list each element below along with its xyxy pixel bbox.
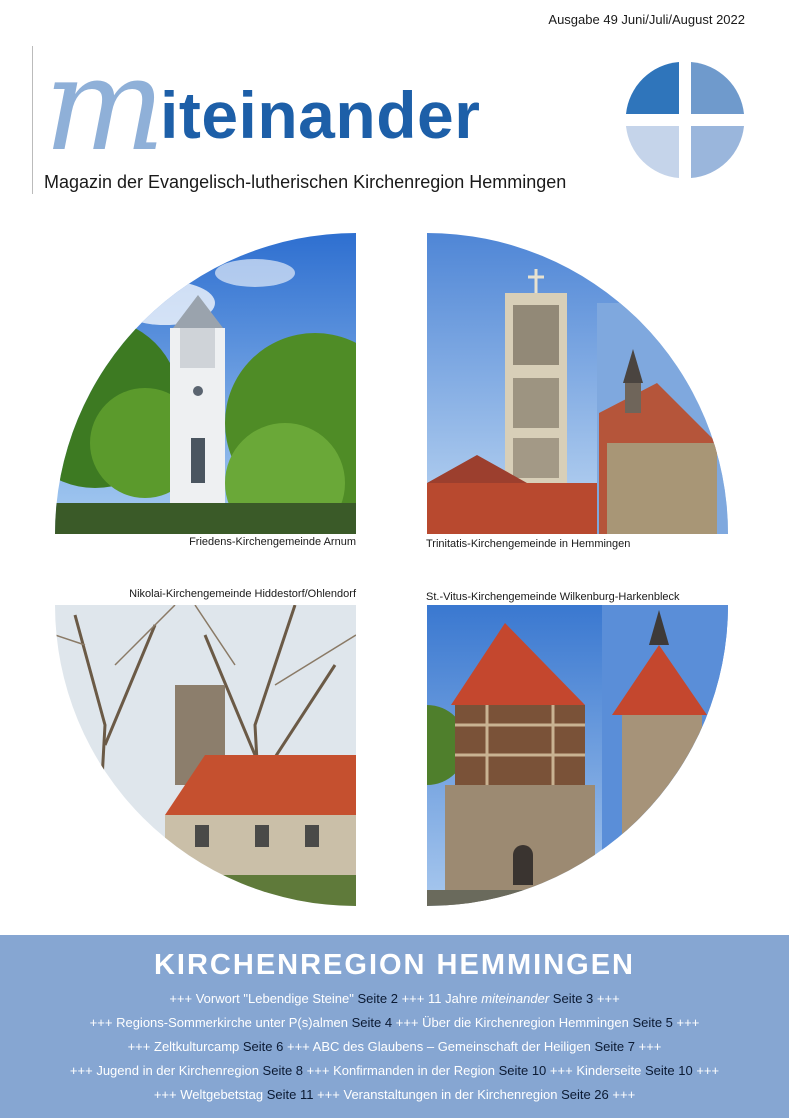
toc-item-text: 11 Jahre (427, 991, 482, 1006)
toc-separator: +++ (676, 1015, 700, 1030)
toc-item-page: Seite 6 (242, 1039, 284, 1054)
divider-line (32, 46, 33, 194)
photo-arnum-church (55, 233, 356, 534)
toc-item-text: Vorwort "Lebendige Steine" (195, 991, 354, 1006)
toc-item-text-italic: miteinander (481, 991, 550, 1006)
toc-separator: +++ (69, 1063, 93, 1078)
region-title: KIRCHENREGION HEMMINGEN (153, 949, 635, 981)
toc-separator: +++ (306, 1063, 330, 1078)
toc-item-page: Seite 7 (594, 1039, 635, 1054)
toc-item-page: Seite 10 (498, 1063, 547, 1078)
caption-hemmingen: Trinitatis-Kirchengemeinde in Hemmingen (426, 538, 631, 550)
toc-item-text: Zeltkulturcamp (154, 1039, 240, 1054)
toc-item-text: Kinderseite (576, 1063, 642, 1078)
toc-separator: +++ (612, 1087, 636, 1102)
toc-item-text: Konfirmanden in der Region (333, 1063, 495, 1078)
logo-initial: m (44, 31, 166, 180)
toc-line (0, 1083, 789, 1107)
issue-label: Ausgabe 49 Juni/Juli/August 2022 (548, 12, 745, 27)
magazine-subtitle: Magazin der Evangelisch-lutherischen Kirchenregion Hemmingen (44, 172, 567, 192)
photo-wilkenburg-church (427, 605, 728, 906)
toc-item-page: Seite 10 (644, 1063, 693, 1078)
toc-separator: +++ (89, 1015, 113, 1030)
toc-item-text: Über die Kirchenregion Hemmingen (422, 1015, 629, 1030)
cross-emblem-icon (626, 62, 744, 178)
caption-hiddestorf: Nikolai-Kirchengemeinde Hiddestorf/Ohlendorf (129, 588, 356, 600)
toc-line (0, 1059, 789, 1083)
toc-item-page: Seite 3 (552, 991, 594, 1006)
toc-item-text: Regions-Sommerkirche unter P(s)almen (116, 1015, 348, 1030)
toc-item-page: Seite 11 (266, 1087, 314, 1102)
photo-hemmingen-church (427, 233, 728, 534)
toc-line (0, 1011, 789, 1035)
toc-separator: +++ (596, 991, 620, 1006)
toc-separator: +++ (549, 1063, 573, 1078)
toc-item-text: Jugend in der Kirchenregion (96, 1063, 259, 1078)
logo-wordmark: iteinander (160, 78, 481, 152)
toc-item-text: Veranstaltungen in der Kirchenregion (343, 1087, 558, 1102)
toc-item-text: ABC des Glaubens – Gemeinschaft der Heiligen (312, 1039, 591, 1054)
toc-separator: +++ (696, 1063, 720, 1078)
toc-line (0, 987, 789, 1011)
toc-separator: +++ (169, 991, 193, 1006)
toc-separator: +++ (286, 1039, 310, 1054)
toc-separator: +++ (127, 1039, 151, 1054)
table-of-contents (0, 987, 789, 1107)
toc-line (0, 1035, 789, 1059)
toc-item-page: Seite 2 (357, 991, 398, 1006)
caption-wilkenburg: St.-Vitus-Kirchengemeinde Wilkenburg-Harkenbleck (426, 591, 680, 603)
toc-separator: +++ (153, 1087, 177, 1102)
contents-band (0, 935, 789, 1118)
photo-hiddestorf-church (55, 605, 356, 906)
toc-item-text: Weltgebetstag (180, 1087, 264, 1102)
toc-separator: +++ (638, 1039, 662, 1054)
toc-item-page: Seite 8 (262, 1063, 304, 1078)
caption-arnum: Friedens-Kirchengemeinde Arnum (189, 536, 356, 548)
toc-item-page: Seite 5 (632, 1015, 673, 1030)
toc-separator: +++ (401, 991, 425, 1006)
toc-item-page: Seite 26 (561, 1087, 609, 1102)
toc-separator: +++ (317, 1087, 340, 1102)
toc-item-page: Seite 4 (351, 1015, 393, 1030)
toc-separator: +++ (395, 1015, 419, 1030)
